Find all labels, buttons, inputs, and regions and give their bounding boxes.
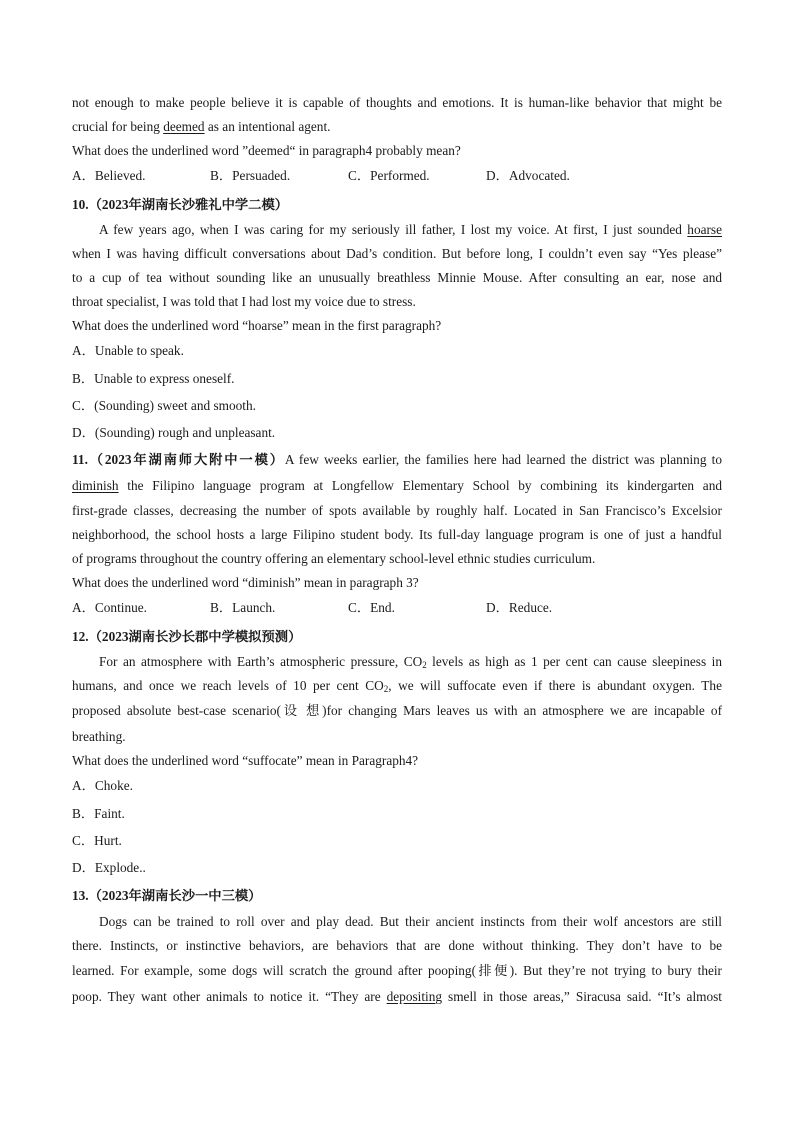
q10-option-b: B．Unable to express oneself.: [72, 371, 235, 386]
q11-paragraph-line: first-grade classes, decreasing the number of spots available by roughly half. Located in San Francisco’s Excelsior: [72, 503, 722, 518]
text: the Filipino language program at Longfellow Elementary School by combining its kindergarten and: [118, 478, 722, 493]
text: crucial for being: [72, 119, 164, 134]
q13-paragraph-line: [72, 989, 722, 1005]
q12-option-c: C．Hurt.: [72, 833, 122, 848]
q12-paragraph-line: [72, 678, 722, 694]
q12-heading: 12.（2023湖南长沙长郡中学模拟预测）: [72, 629, 302, 644]
q13-paragraph-line: there. Instincts, or instinctive behaviors, are behaviors that are done without thinking. They don’t have to be: [72, 938, 722, 953]
q11-option-d: D．Reduce.: [486, 600, 553, 615]
q9-option-d: D．Advocated.: [486, 168, 570, 183]
q9-option-b: B．Persuaded.: [210, 168, 291, 183]
q12-paragraph-line: breathing.: [72, 729, 126, 744]
text: smell in those areas,” Siracusa said. “It’s almost: [442, 989, 722, 1004]
text: , we will suffocate even if there is abundant oxygen. The: [388, 678, 722, 693]
q12-option-a: A．Choke.: [72, 778, 133, 793]
q10-paragraph-line: when I was having difficult conversations about Dad’s condition. But before long, I couldn’t even say “Yes please”: [72, 246, 722, 261]
q9-paragraph-line: [72, 119, 722, 135]
q11-paragraph-line: neighborhood, the school hosts a large Filipino student body. Its full-day language program is one of just a handful: [72, 527, 722, 542]
text: A few years ago, when I was caring for my seriously ill father, I lost my voice. At first, I just sounded: [99, 222, 688, 237]
q11-option-c: C．End.: [348, 600, 395, 615]
q12-paragraph-line: proposed absolute best-case scenario(设 想)for changing Mars leaves us with an atmosphere we are incapable of: [72, 703, 722, 718]
q10-option-d: D．(Sounding) rough and unpleasant.: [72, 425, 276, 440]
q12-option-b: B．Faint.: [72, 806, 125, 821]
underlined-word: depositing: [386, 989, 443, 1004]
underlined-word: hoarse: [687, 222, 722, 237]
text: levels as high as 1 per cent can cause sleepiness in: [426, 654, 722, 669]
underlined-word: diminish: [72, 478, 119, 493]
q12-paragraph-line: [99, 654, 722, 670]
q10-heading: 10.（2023年湖南长沙雅礼中学二模）: [72, 197, 289, 212]
q9-option-a: A．Believed.: [72, 168, 146, 183]
q12-option-d: D．Explode..: [72, 860, 146, 875]
subscript: 2: [422, 660, 427, 670]
q10-option-c: C．(Sounding) sweet and smooth.: [72, 398, 256, 413]
text: as an intentional agent.: [204, 119, 331, 134]
text: For an atmosphere with Earth’s atmospheric pressure, CO: [99, 654, 423, 669]
q11-paragraph-line: [72, 452, 722, 468]
q9-question: What does the underlined word ”deemed“ in paragraph4 probably mean?: [72, 143, 461, 158]
q11-heading: 11.（2023年湖南师大附中一模）: [72, 452, 285, 467]
q10-question: What does the underlined word “hoarse” mean in the first paragraph?: [72, 318, 442, 333]
subscript: 2: [383, 684, 389, 694]
text: poop. They want other animals to notice it. “They are: [72, 989, 387, 1004]
q10-option-a: A．Unable to speak.: [72, 343, 184, 358]
q12-question: What does the underlined word “suffocate” mean in Paragraph4?: [72, 753, 419, 768]
text: humans, and once we reach levels of 10 per cent CO: [72, 678, 384, 693]
q13-paragraph-line: Dogs can be trained to roll over and play dead. But their ancient instincts from their wolf ancestors are still: [99, 914, 722, 929]
q11-paragraph-line: [72, 478, 722, 494]
q13-paragraph-line: learned. For example, some dogs will scratch the ground after pooping(排便). But they’re not trying to bury their: [72, 963, 722, 978]
q13-heading: 13.（2023年湖南长沙一中三模）: [72, 888, 262, 903]
q11-option-a: A．Continue.: [72, 600, 147, 615]
q10-paragraph-line: to a cup of tea without sounding like an unusually breathless Minnie Mouse. After consulting an ear, nose and: [72, 270, 722, 285]
text: A few weeks earlier, the families here had learned the district was planning to: [284, 452, 722, 467]
q9-paragraph-line: not enough to make people believe it is capable of thoughts and emotions. It is human-like behavior that might be: [72, 95, 722, 110]
underlined-word: deemed: [163, 119, 205, 134]
q10-paragraph-line: throat specialist, I was told that I had lost my voice due to stress.: [72, 294, 416, 309]
q11-option-b: B．Launch.: [210, 600, 276, 615]
q10-paragraph-line: [99, 222, 722, 238]
q9-option-c: C．Performed.: [348, 168, 430, 183]
q11-paragraph-line: of programs throughout the country offering an elementary school-level ethnic studies curriculum.: [72, 551, 596, 566]
q11-question: What does the underlined word “diminish” mean in paragraph 3?: [72, 575, 419, 590]
